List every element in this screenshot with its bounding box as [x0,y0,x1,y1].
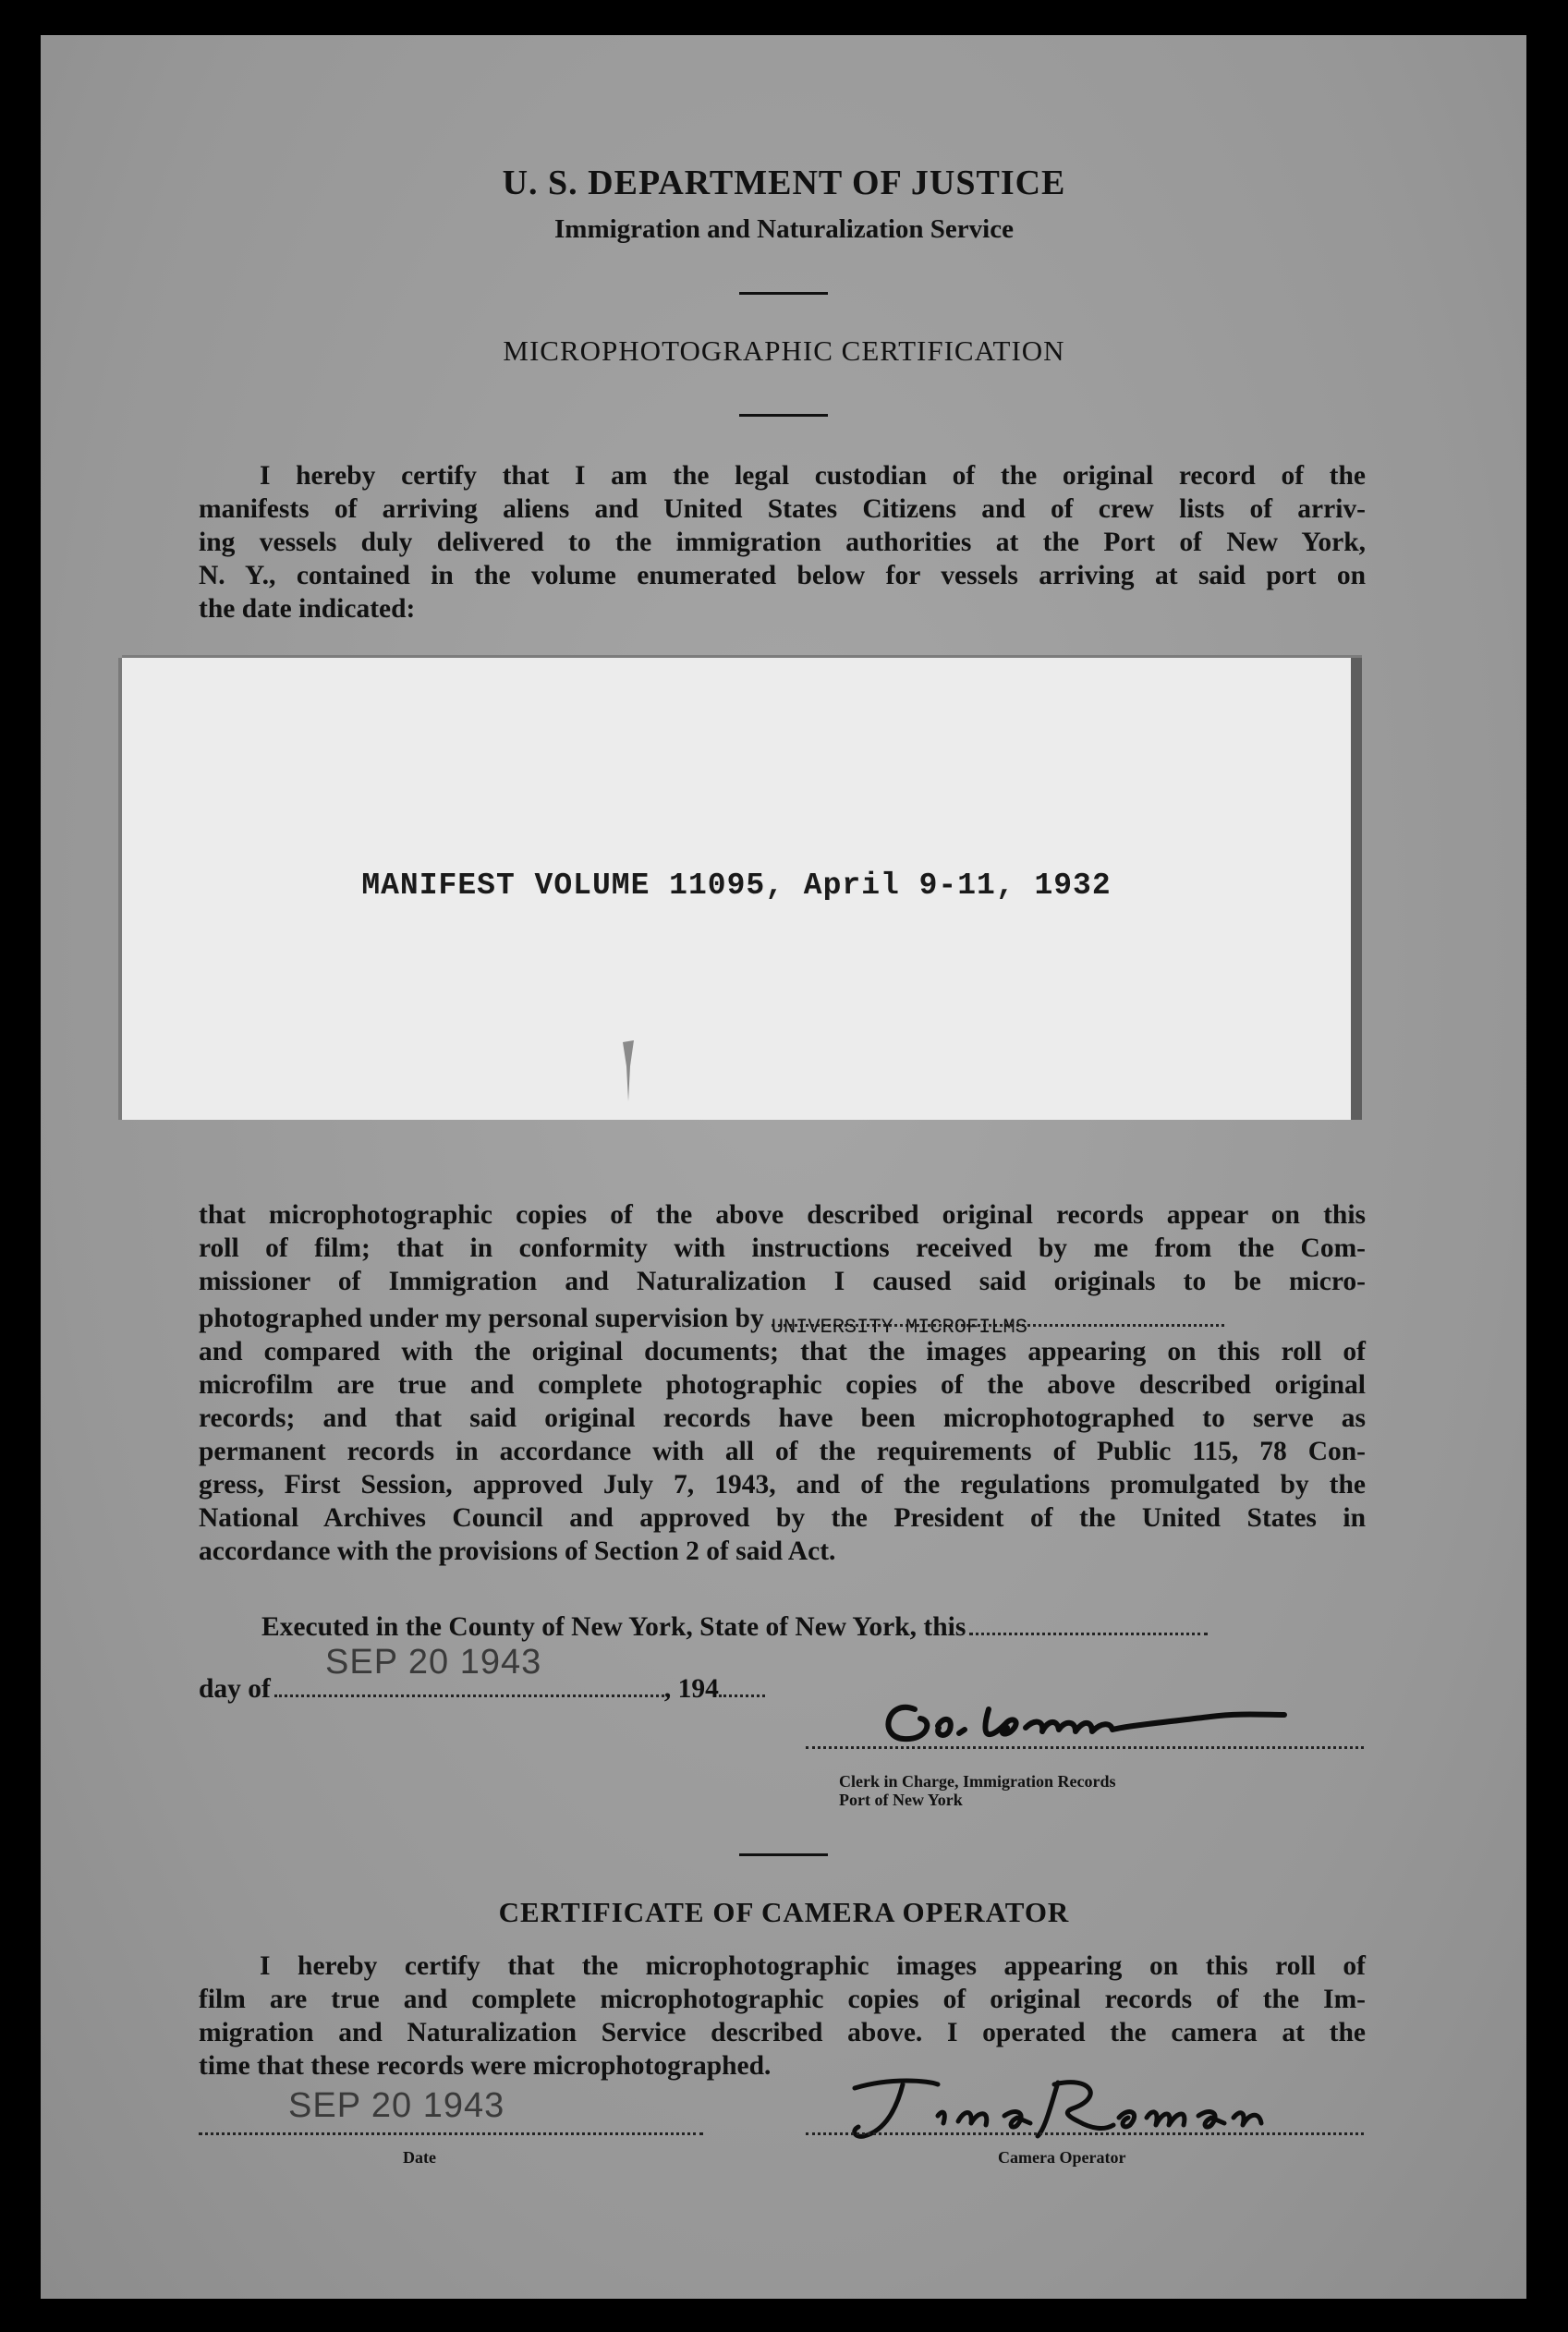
year-suffix: , 194 [663,1674,719,1704]
body-line: roll of film; that in conformity with instructions received by me from the Com- [199,1233,1366,1263]
certification-title: MICROPHOTOGRAPHIC CERTIFICATION [503,334,1065,367]
body-line: missioner of Immigration and Naturalization I caused said originals to be micro- [199,1267,1366,1296]
body-line: permanent records in accordance with all of the requirements of Public 115, 78 Con- [199,1437,1366,1466]
camera-paragraph [199,1949,1366,2083]
camera-date-stamp: SEP 20 1943 [288,2086,505,2125]
executed-text: Executed in the County of New York, State of New York, this [261,1612,966,1642]
body-line: records; and that said original records have been microphotographed to serve as [199,1403,1366,1433]
camera-line: I hereby certify that the microphotographic images appearing on this roll of [260,1951,1366,1981]
day-of-label: day of [199,1674,271,1704]
camera-operator-line [806,2132,1364,2135]
execution-day-field [969,1633,1208,1635]
execution-date-stamp: SEP 20 1943 [325,1643,542,1682]
clerk-title [839,1772,1115,1809]
clerk-signature-line [806,1746,1364,1749]
section-divider [739,1853,828,1856]
clerk-signature [850,1682,1367,1752]
intro-line: N. Y., contained in the volume enumerated below for vessels arriving at said port on [199,561,1366,590]
camera-certificate-title: CERTIFICATE OF CAMERA OPERATOR [498,1896,1070,1928]
volume-card [122,658,1362,1120]
intro-line: manifests of arriving aliens and United States Citizens and of crew lists of arriv- [199,494,1366,524]
camera-line: migration and Naturalization Service described above. I operated the camera at the [199,2018,1366,2047]
camera-line: time that these records were microphotographed. [199,2051,772,2081]
title-divider [739,414,828,417]
camera-date-line [199,2132,703,2135]
intro-line: I hereby certify that I am the legal custodian of the original record of the [260,461,1366,491]
supervision-prefix: photographed under my personal supervision by [199,1304,764,1333]
intro-line: ing vessels duly delivered to the immigration authorities at the Port of New York, [199,528,1366,557]
body-line: microfilm are true and complete photographic copies of the above described original [199,1370,1366,1400]
intro-paragraph [199,459,1366,626]
operator-company-field [771,1316,1224,1339]
operator-company: UNIVERSITY MICROFILMS [771,1316,1027,1339]
body-line: that microphotographic copies of the above described original records appear on this [199,1200,1366,1230]
paper-tear-mark [619,1038,638,1103]
camera-date-label: Date [403,2148,436,2167]
service-subheading: Immigration and Naturalization Service [554,214,1014,244]
body-line: and compared with the original documents; that the images appearing on this roll of [199,1337,1366,1366]
body-line: gress, First Session, approved July 7, 1943, and of the regulations promulgated by the [199,1470,1366,1500]
clerk-title-line-1: Clerk in Charge, Immigration Records [839,1772,1116,1791]
camera-operator-signature [836,2070,1270,2153]
body-line: National Archives Council and approved by the President of the United States in [199,1503,1366,1533]
supervision-line [199,1302,1366,1339]
executed-line [261,1612,1208,1643]
day-of-field [274,1694,664,1697]
intro-line: the date indicated: [199,594,416,624]
camera-line: film are true and complete microphotographic copies of original records of the Im- [199,1985,1366,2014]
header-divider [739,292,828,295]
year-field [719,1694,765,1697]
body-paragraph [199,1198,1366,1568]
camera-operator-label: Camera Operator [998,2148,1126,2167]
clerk-title-line-2: Port of New York [839,1791,963,1809]
manifest-volume: MANIFEST VOLUME 11095, April 9-11, 1932 [361,868,1112,903]
body-line: accordance with the provisions of Section 2 of said Act. [199,1536,836,1566]
department-heading: U. S. DEPARTMENT OF JUSTICE [502,164,1066,202]
